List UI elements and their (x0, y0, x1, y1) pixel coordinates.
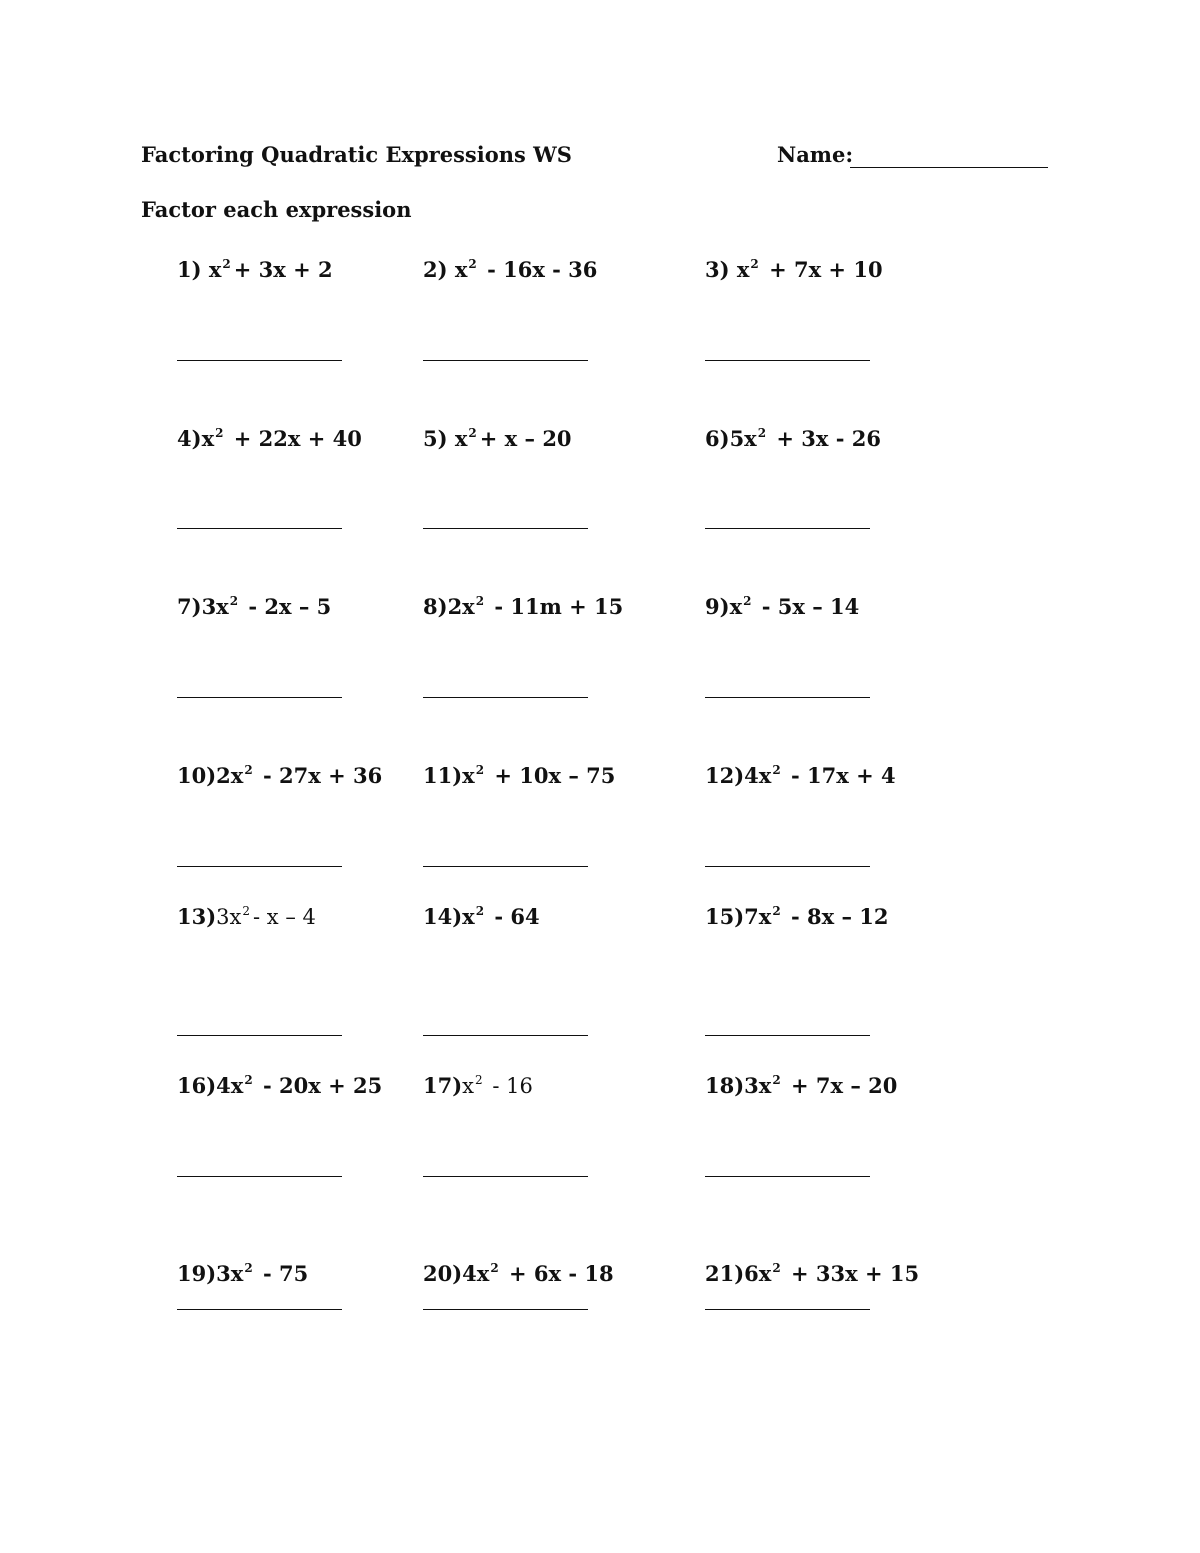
problem-13: $13)3x^2$ - x – 4 (177, 904, 316, 929)
problem-15: $15)7x^2 - 8x - 12$ (705, 904, 889, 929)
answer-line-7[interactable] (177, 697, 342, 698)
answer-line-21[interactable] (705, 1309, 870, 1310)
problem-9: $9)x^2 - 5x - 14$ (705, 594, 860, 619)
problem-20: $20)4x^2 + 6x - 18$ (423, 1261, 614, 1286)
answer-line-6[interactable] (705, 528, 870, 529)
answer-line-2[interactable] (423, 360, 588, 361)
name-label: Name: (777, 142, 854, 167)
problem-10: $10)2x^2 - 27x + 36$ (177, 763, 383, 788)
answer-line-17[interactable] (423, 1176, 588, 1177)
problem-6: $6)5x^2 + 3x - 26$ (705, 426, 881, 451)
problem-16: $16)4x^2 - 20x + 25$ (177, 1073, 383, 1098)
instructions: Factor each expression (141, 197, 412, 222)
answer-line-14[interactable] (423, 1035, 588, 1036)
name-field-line[interactable] (850, 167, 1048, 168)
answer-line-15[interactable] (705, 1035, 870, 1036)
problem-8: $8)2x^2 - 11m + 15$ (423, 594, 624, 619)
problem-2: 2) $x^2 - 16x - 36$ (423, 257, 598, 282)
answer-line-1[interactable] (177, 360, 342, 361)
answer-line-16[interactable] (177, 1176, 342, 1177)
worksheet-title: Factoring Quadratic Expressions WS (141, 142, 572, 167)
problem-3: 3) $x^2 + 7x + 10$ (705, 257, 883, 282)
answer-line-10[interactable] (177, 866, 342, 867)
problem-4: $4)x^2 + 22x + 40$ (177, 426, 362, 451)
answer-line-4[interactable] (177, 528, 342, 529)
answer-line-18[interactable] (705, 1176, 870, 1177)
answer-line-3[interactable] (705, 360, 870, 361)
answer-line-20[interactable] (423, 1309, 588, 1310)
answer-line-9[interactable] (705, 697, 870, 698)
answer-line-11[interactable] (423, 866, 588, 867)
problem-5: 5) $x^2 + x - 20$ (423, 426, 572, 451)
problem-14: $14)x^2 - 64$ (423, 904, 540, 929)
problem-1: 1) $x^2 + 3x + 2$ (177, 257, 333, 282)
answer-line-5[interactable] (423, 528, 588, 529)
problem-18: $18)3x^2 + 7x - 20$ (705, 1073, 898, 1098)
problem-17: $17)x^2 - 16$ (423, 1073, 533, 1098)
answer-line-13[interactable] (177, 1035, 342, 1036)
problem-12: $12)4x^2 - 17x + 4$ (705, 763, 896, 788)
problem-21: $21)6x^2 + 33x + 15$ (705, 1261, 920, 1286)
answer-line-12[interactable] (705, 866, 870, 867)
answer-line-19[interactable] (177, 1309, 342, 1310)
answer-line-8[interactable] (423, 697, 588, 698)
problem-19: $19)3x^2 - 75$ (177, 1261, 309, 1286)
problem-11: $11)x^2 + 10x - 75$ (423, 763, 616, 788)
problem-7: $7)3x^2 - 2x - 5$ (177, 594, 332, 619)
